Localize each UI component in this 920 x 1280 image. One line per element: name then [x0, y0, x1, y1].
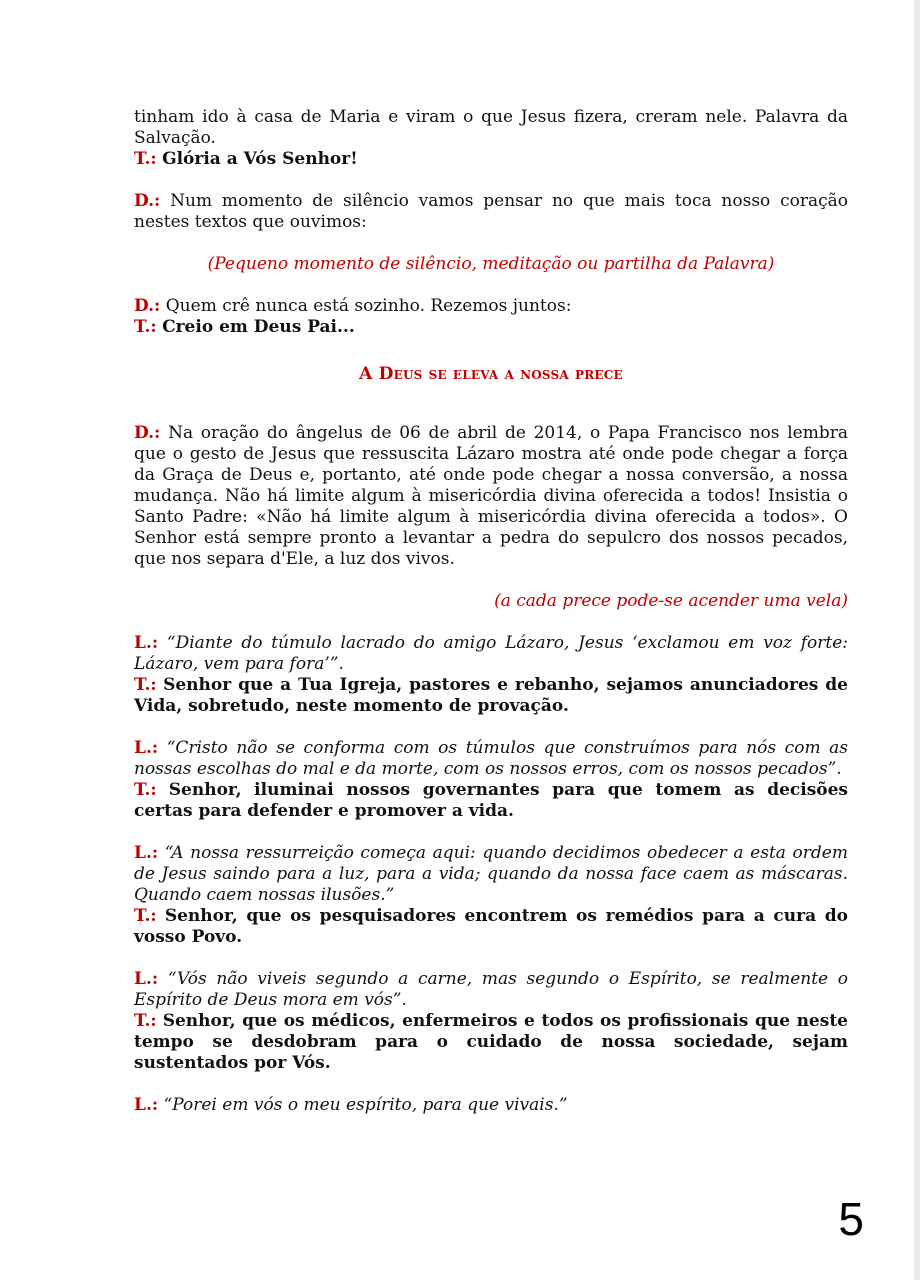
director-label: D.: [134, 296, 161, 316]
creed-invitation: D.: Quem crê nunca está sozinho. Rezemos juntos: [134, 296, 572, 316]
reader-label: L.: [134, 738, 159, 758]
reader-line: L.: “A nossa ressurreição começa aqui: quando decidimos obedecer a esta ordem de Jesus saindo para a luz, para a vida; quando da nossa face caem as máscaras. Quando caem nossas ilusões.” [134, 843, 848, 905]
creed-response: T.: Creio em Deus Pai... [134, 317, 355, 337]
reader-label: L.: [134, 969, 159, 989]
reader-line: L.: “Diante do túmulo lacrado do amigo Lázaro, Jesus ‘exclamou em voz forte: Lázaro, vem para fora’”. [134, 633, 849, 674]
response-label: T.: [134, 1011, 157, 1031]
intro-paragraph: tinham ido à casa de Maria e viram o que Jesus fizera, creram nele. Palavra da Salvação. [134, 107, 848, 148]
candle-note: (a cada prece pode-se acender uma vela) [494, 591, 848, 611]
response-label: T.: [134, 780, 157, 800]
director-label: D.: [134, 423, 161, 443]
reader-line: L.: “Vós não viveis segundo a carne, mas segundo o Espírito, se realmente o Espírito de Deus mora em vós”. [134, 969, 848, 1010]
intro-response [134, 149, 848, 170]
response-label: T.: [134, 906, 157, 926]
reader-label: L.: [134, 633, 159, 653]
page-body [134, 107, 848, 1116]
response-label: T.: [134, 675, 157, 695]
reader-label: L.: [134, 843, 159, 863]
page-edge-shadow [914, 0, 920, 1280]
response-label: T.: [134, 317, 157, 337]
response-line: T.: Senhor, que os médicos, enfermeiros e todos os profissionais que neste tempo se desdobram para o cuidado de nossa sociedade, sejam sustentados por Vós. [134, 1011, 848, 1073]
director-label: D.: [134, 191, 161, 211]
response-line: T.: Senhor que a Tua Igreja, pastores e rebanho, sejamos anunciadores de Vida, sobretudo, neste momento de provação. [134, 675, 848, 716]
silence-note: (Pequeno momento de silêncio, meditação ou partilha da Palavra) [207, 254, 775, 274]
reader-label: L.: [134, 1095, 159, 1115]
section-heading: A Deus se eleva a nossa prece [359, 364, 623, 384]
reader-line: L.: “Porei em vós o meu espírito, para que vivais.” [134, 1095, 568, 1115]
response-line: T.: Senhor, iluminai nossos governantes para que tomem as decisões certas para defender e promover a vida. [134, 780, 848, 821]
response-label: T.: [134, 149, 157, 169]
response-line: T.: Senhor, que os pesquisadores encontrem os remédios para a cura do vosso Povo. [134, 906, 848, 947]
reader-line: L.: “Cristo não se conforma com os túmulos que construímos para nós com as nossas escolhas do mal e da morte, com os nossos erros, com os nossos pecados”. [134, 738, 848, 779]
silence-paragraph: D.: Num momento de silêncio vamos pensar no que mais toca nosso coração nestes textos que ouvimos: [134, 191, 848, 232]
response-text: Glória a Vós Senhor! [162, 149, 358, 169]
page-number: 5 [838, 1193, 864, 1245]
intro-prayer-paragraph: D.: Na oração do ângelus de 06 de abril de 2014, o Papa Francisco nos lembra que o gesto de Jesus que ressuscita Lázaro mostra até onde pode chegar a força da Graça de Deus e, portanto, até onde pode chegar a nossa conversão, a nossa mudança. Não há limite algum à misericórdia divina oferecida a todos! Insistia o Santo Padre: «Não há limite algum à misericórdia divina oferecida a todos». O Senhor está sempre pronto a levantar a pedra do sepulcro dos nossos pecados, que nos separa d'Ele, a luz dos vivos. [134, 423, 848, 569]
